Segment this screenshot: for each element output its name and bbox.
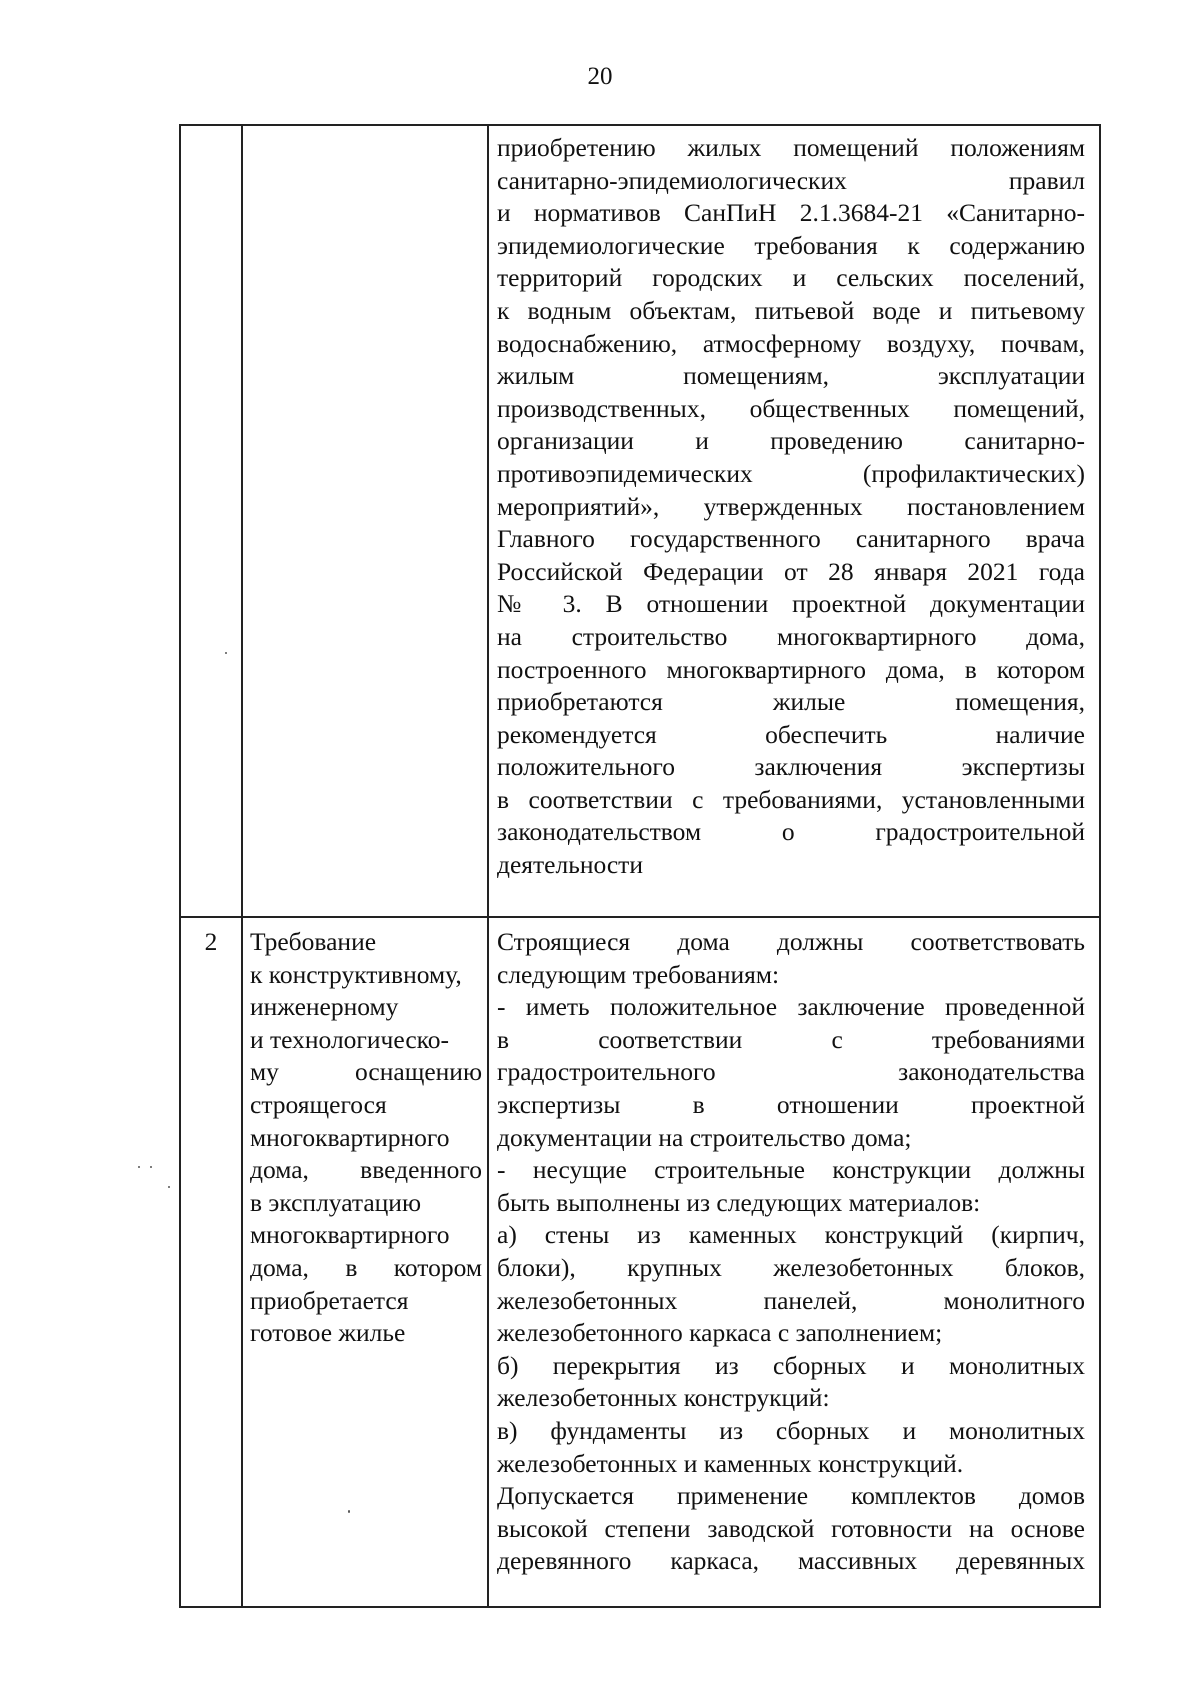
text-line: деревянного каркаса, массивных деревянных — [497, 1546, 1085, 1576]
text-line: Строящиеся дома должны соответствовать — [497, 927, 1085, 956]
text-line: б) перекрытия из сборных и монолитных — [497, 1350, 1085, 1380]
text-line: экспертизы в отношении проектной — [497, 1089, 1085, 1119]
text-line: приобретается — [250, 1285, 409, 1315]
text-line: высокой степени заводской готовности на основе — [497, 1513, 1085, 1543]
text-line: на строительство многоквартирного дома, — [497, 621, 1085, 651]
text-line: рекомендуется обеспечить наличие — [497, 719, 1085, 749]
text-line: жилым помещениям, эксплуатации — [497, 361, 1085, 391]
requirements-table — [179, 124, 1101, 1608]
table-row — [180, 917, 1100, 1607]
text-line: - иметь положительное заключение проведенной — [497, 992, 1085, 1022]
requirement-text-cell — [488, 125, 1100, 917]
requirement-text-cell — [488, 917, 1100, 1607]
text-line: дома, в котором — [250, 1252, 482, 1282]
text-line: Главного государственного санитарного врача — [497, 524, 1085, 554]
text-line: документации на строительство дома; — [497, 1122, 912, 1152]
text-line: эпидемиологические требования к содержанию — [497, 230, 1085, 260]
requirement-text-block — [497, 926, 1085, 1578]
scan-speck — [138, 1166, 140, 1168]
text-line: следующим требованиям: — [497, 959, 780, 989]
text-line: деятельности — [497, 850, 643, 880]
text-line: железобетонных панелей, монолитного — [497, 1285, 1085, 1315]
requirement-text-block — [497, 132, 1085, 882]
text-line: мероприятий», утвержденных постановлением — [497, 491, 1085, 521]
text-line: в соответствии с требованиями, установленными — [497, 784, 1085, 814]
text-line: производственных, общественных помещений, — [497, 393, 1085, 423]
text-line: и нормативов СанПиН 2.1.3684-21 «Санитарно- — [497, 198, 1085, 228]
text-line: водоснабжению, атмосферному воздуху, почвам, — [497, 328, 1085, 358]
text-line: многоквартирного — [250, 1122, 450, 1152]
text-line: градостроительного законодательства — [497, 1057, 1085, 1087]
text-line: № 3. В отношении проектной документации — [497, 589, 1085, 619]
text-line: инженерному — [250, 992, 399, 1022]
text-line: к водным объектам, питьевой воде и питьевому — [497, 295, 1085, 325]
text-line: быть выполнены из следующих материалов: — [497, 1187, 981, 1217]
table-row — [180, 125, 1100, 917]
text-line: законодательством о градостроительной — [497, 817, 1085, 847]
requirement-name-cell — [242, 125, 488, 917]
text-line: железобетонных и каменных конструкций. — [497, 1448, 964, 1478]
scan-speck — [150, 1166, 152, 1168]
text-line: построенного многоквартирного дома, в котором — [497, 654, 1085, 684]
requirement-name-block — [250, 926, 482, 1350]
text-line: - несущие строительные конструкции должны — [497, 1155, 1085, 1185]
text-line: в эксплуатацию — [250, 1187, 421, 1217]
scan-speck — [168, 1186, 170, 1188]
text-line: положительного заключения экспертизы — [497, 752, 1085, 782]
text-line: территорий городских и сельских поселений, — [497, 263, 1085, 293]
text-line: железобетонных конструкций: — [497, 1383, 830, 1413]
row-number-cell: 2 — [180, 917, 242, 1607]
text-line: противоэпидемических (профилактических) — [497, 458, 1085, 488]
text-line: Российской Федерации от 28 января 2021 года — [497, 556, 1085, 586]
text-line: блоки), крупных железобетонных блоков, — [497, 1252, 1085, 1282]
scan-speck — [225, 652, 227, 654]
text-line: и технологическо- — [250, 1024, 449, 1054]
text-line: Допускается применение комплектов домов — [497, 1481, 1085, 1511]
text-line: санитарно-эпидемиологических правил — [497, 165, 1085, 195]
text-line: строящегося — [250, 1089, 387, 1119]
text-line: му оснащению — [250, 1057, 482, 1087]
text-line: в соответствии с требованиями — [497, 1024, 1085, 1054]
text-line: а) стены из каменных конструкций (кирпич, — [497, 1220, 1085, 1250]
text-line: к конструктивному, — [250, 959, 462, 989]
row-number-cell — [180, 125, 242, 917]
text-line: железобетонного каркаса с заполнением; — [497, 1318, 943, 1348]
text-line: дома, введенного — [250, 1155, 482, 1185]
text-line: организации и проведению санитарно- — [497, 426, 1085, 456]
text-line: в) фундаменты из сборных и монолитных — [497, 1415, 1085, 1445]
requirement-name-cell — [242, 917, 488, 1607]
text-line: приобретаются жилые помещения, — [497, 687, 1085, 717]
text-line: многоквартирного — [250, 1220, 450, 1250]
text-line: приобретению жилых помещений положениям — [497, 133, 1085, 162]
text-line: Требование — [250, 927, 377, 956]
text-line: готовое жилье — [250, 1318, 406, 1348]
page-number: 20 — [587, 63, 613, 90]
scan-speck — [348, 1510, 350, 1513]
